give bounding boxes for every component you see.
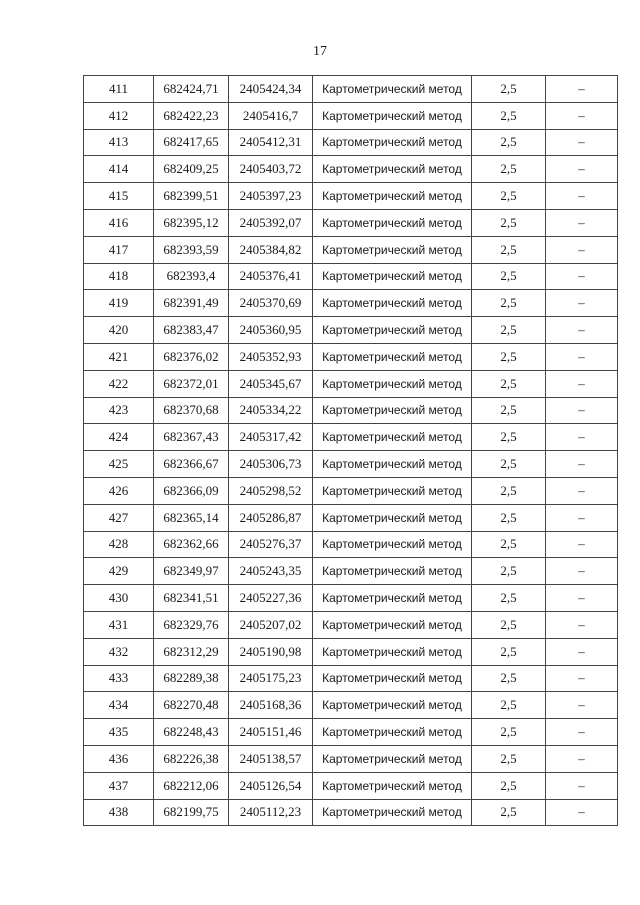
accuracy-cell: 2,5 bbox=[472, 424, 546, 451]
description-cell: – bbox=[546, 102, 618, 129]
x-coordinate-cell: 682289,38 bbox=[154, 665, 229, 692]
description-cell: – bbox=[546, 745, 618, 772]
y-coordinate-cell: 2405360,95 bbox=[229, 317, 313, 344]
y-coordinate-cell: 2405376,41 bbox=[229, 263, 313, 290]
description-cell: – bbox=[546, 611, 618, 638]
table-row bbox=[84, 343, 618, 370]
table-row bbox=[84, 156, 618, 183]
description-cell: – bbox=[546, 156, 618, 183]
table-row bbox=[84, 451, 618, 478]
point-number-cell: 427 bbox=[84, 504, 154, 531]
point-number-cell: 411 bbox=[84, 76, 154, 103]
table-row bbox=[84, 424, 618, 451]
point-number-cell: 413 bbox=[84, 129, 154, 156]
y-coordinate-cell: 2405286,87 bbox=[229, 504, 313, 531]
description-cell: – bbox=[546, 799, 618, 826]
point-number-cell: 412 bbox=[84, 102, 154, 129]
description-cell: – bbox=[546, 343, 618, 370]
description-cell: – bbox=[546, 531, 618, 558]
point-number-cell: 435 bbox=[84, 719, 154, 746]
method-cell: Картометрический метод bbox=[313, 102, 472, 129]
table-row bbox=[84, 799, 618, 826]
x-coordinate-cell: 682422,23 bbox=[154, 102, 229, 129]
accuracy-cell: 2,5 bbox=[472, 558, 546, 585]
accuracy-cell: 2,5 bbox=[472, 317, 546, 344]
x-coordinate-cell: 682329,76 bbox=[154, 611, 229, 638]
y-coordinate-cell: 2405151,46 bbox=[229, 719, 313, 746]
page-number: 17 bbox=[313, 44, 327, 59]
description-cell: – bbox=[546, 585, 618, 612]
method-cell: Картометрический метод bbox=[313, 585, 472, 612]
method-cell: Картометрический метод bbox=[313, 370, 472, 397]
coordinates-table bbox=[83, 75, 618, 826]
accuracy-cell: 2,5 bbox=[472, 719, 546, 746]
point-number-cell: 425 bbox=[84, 451, 154, 478]
accuracy-cell: 2,5 bbox=[472, 585, 546, 612]
method-cell: Картометрический метод bbox=[313, 558, 472, 585]
x-coordinate-cell: 682370,68 bbox=[154, 397, 229, 424]
y-coordinate-cell: 2405392,07 bbox=[229, 209, 313, 236]
method-cell: Картометрический метод bbox=[313, 236, 472, 263]
method-cell: Картометрический метод bbox=[313, 531, 472, 558]
y-coordinate-cell: 2405168,36 bbox=[229, 692, 313, 719]
description-cell: – bbox=[546, 558, 618, 585]
table-row bbox=[84, 558, 618, 585]
x-coordinate-cell: 682270,48 bbox=[154, 692, 229, 719]
point-number-cell: 421 bbox=[84, 343, 154, 370]
table-row bbox=[84, 477, 618, 504]
table-row bbox=[84, 129, 618, 156]
x-coordinate-cell: 682383,47 bbox=[154, 317, 229, 344]
x-coordinate-cell: 682199,75 bbox=[154, 799, 229, 826]
y-coordinate-cell: 2405424,34 bbox=[229, 76, 313, 103]
y-coordinate-cell: 2405112,23 bbox=[229, 799, 313, 826]
method-cell: Картометрический метод bbox=[313, 424, 472, 451]
accuracy-cell: 2,5 bbox=[472, 263, 546, 290]
method-cell: Картометрический метод bbox=[313, 263, 472, 290]
y-coordinate-cell: 2405138,57 bbox=[229, 745, 313, 772]
point-number-cell: 417 bbox=[84, 236, 154, 263]
method-cell: Картометрический метод bbox=[313, 129, 472, 156]
x-coordinate-cell: 682393,4 bbox=[154, 263, 229, 290]
description-cell: – bbox=[546, 397, 618, 424]
y-coordinate-cell: 2405207,02 bbox=[229, 611, 313, 638]
description-cell: – bbox=[546, 638, 618, 665]
x-coordinate-cell: 682391,49 bbox=[154, 290, 229, 317]
point-number-cell: 437 bbox=[84, 772, 154, 799]
x-coordinate-cell: 682367,43 bbox=[154, 424, 229, 451]
table-row bbox=[84, 745, 618, 772]
x-coordinate-cell: 682395,12 bbox=[154, 209, 229, 236]
description-cell: – bbox=[546, 451, 618, 478]
method-cell: Картометрический метод bbox=[313, 504, 472, 531]
table-row bbox=[84, 317, 618, 344]
point-number-cell: 436 bbox=[84, 745, 154, 772]
y-coordinate-cell: 2405317,42 bbox=[229, 424, 313, 451]
point-number-cell: 422 bbox=[84, 370, 154, 397]
method-cell: Картометрический метод bbox=[313, 477, 472, 504]
description-cell: – bbox=[546, 317, 618, 344]
y-coordinate-cell: 2405298,52 bbox=[229, 477, 313, 504]
x-coordinate-cell: 682341,51 bbox=[154, 585, 229, 612]
table-row bbox=[84, 504, 618, 531]
accuracy-cell: 2,5 bbox=[472, 397, 546, 424]
table-row bbox=[84, 183, 618, 210]
accuracy-cell: 2,5 bbox=[472, 102, 546, 129]
y-coordinate-cell: 2405227,36 bbox=[229, 585, 313, 612]
y-coordinate-cell: 2405352,93 bbox=[229, 343, 313, 370]
accuracy-cell: 2,5 bbox=[472, 745, 546, 772]
description-cell: – bbox=[546, 209, 618, 236]
x-coordinate-cell: 682366,09 bbox=[154, 477, 229, 504]
method-cell: Картометрический метод bbox=[313, 665, 472, 692]
point-number-cell: 419 bbox=[84, 290, 154, 317]
accuracy-cell: 2,5 bbox=[472, 638, 546, 665]
accuracy-cell: 2,5 bbox=[472, 209, 546, 236]
accuracy-cell: 2,5 bbox=[472, 772, 546, 799]
point-number-cell: 433 bbox=[84, 665, 154, 692]
y-coordinate-cell: 2405175,23 bbox=[229, 665, 313, 692]
table-row bbox=[84, 772, 618, 799]
description-cell: – bbox=[546, 76, 618, 103]
x-coordinate-cell: 682372,01 bbox=[154, 370, 229, 397]
point-number-cell: 430 bbox=[84, 585, 154, 612]
accuracy-cell: 2,5 bbox=[472, 665, 546, 692]
point-number-cell: 426 bbox=[84, 477, 154, 504]
description-cell: – bbox=[546, 236, 618, 263]
y-coordinate-cell: 2405384,82 bbox=[229, 236, 313, 263]
table-row bbox=[84, 638, 618, 665]
method-cell: Картометрический метод bbox=[313, 209, 472, 236]
point-number-cell: 414 bbox=[84, 156, 154, 183]
method-cell: Картометрический метод bbox=[313, 156, 472, 183]
point-number-cell: 416 bbox=[84, 209, 154, 236]
table-row bbox=[84, 585, 618, 612]
accuracy-cell: 2,5 bbox=[472, 236, 546, 263]
point-number-cell: 431 bbox=[84, 611, 154, 638]
point-number-cell: 423 bbox=[84, 397, 154, 424]
x-coordinate-cell: 682248,43 bbox=[154, 719, 229, 746]
description-cell: – bbox=[546, 772, 618, 799]
description-cell: – bbox=[546, 129, 618, 156]
description-cell: – bbox=[546, 183, 618, 210]
accuracy-cell: 2,5 bbox=[472, 370, 546, 397]
table-row bbox=[84, 397, 618, 424]
point-number-cell: 438 bbox=[84, 799, 154, 826]
accuracy-cell: 2,5 bbox=[472, 504, 546, 531]
description-cell: – bbox=[546, 692, 618, 719]
description-cell: – bbox=[546, 477, 618, 504]
point-number-cell: 415 bbox=[84, 183, 154, 210]
table-row bbox=[84, 290, 618, 317]
x-coordinate-cell: 682417,65 bbox=[154, 129, 229, 156]
x-coordinate-cell: 682212,06 bbox=[154, 772, 229, 799]
table-body bbox=[84, 76, 618, 826]
point-number-cell: 428 bbox=[84, 531, 154, 558]
table-row bbox=[84, 209, 618, 236]
y-coordinate-cell: 2405243,35 bbox=[229, 558, 313, 585]
x-coordinate-cell: 682424,71 bbox=[154, 76, 229, 103]
method-cell: Картометрический метод bbox=[313, 638, 472, 665]
point-number-cell: 432 bbox=[84, 638, 154, 665]
x-coordinate-cell: 682365,14 bbox=[154, 504, 229, 531]
method-cell: Картометрический метод bbox=[313, 317, 472, 344]
description-cell: – bbox=[546, 290, 618, 317]
table-row bbox=[84, 102, 618, 129]
table-row bbox=[84, 719, 618, 746]
method-cell: Картометрический метод bbox=[313, 343, 472, 370]
x-coordinate-cell: 682376,02 bbox=[154, 343, 229, 370]
y-coordinate-cell: 2405190,98 bbox=[229, 638, 313, 665]
accuracy-cell: 2,5 bbox=[472, 343, 546, 370]
y-coordinate-cell: 2405276,37 bbox=[229, 531, 313, 558]
y-coordinate-cell: 2405334,22 bbox=[229, 397, 313, 424]
accuracy-cell: 2,5 bbox=[472, 129, 546, 156]
accuracy-cell: 2,5 bbox=[472, 290, 546, 317]
description-cell: – bbox=[546, 263, 618, 290]
x-coordinate-cell: 682226,38 bbox=[154, 745, 229, 772]
table-row bbox=[84, 531, 618, 558]
method-cell: Картометрический метод bbox=[313, 76, 472, 103]
method-cell: Картометрический метод bbox=[313, 692, 472, 719]
x-coordinate-cell: 682399,51 bbox=[154, 183, 229, 210]
accuracy-cell: 2,5 bbox=[472, 76, 546, 103]
x-coordinate-cell: 682349,97 bbox=[154, 558, 229, 585]
table-row bbox=[84, 76, 618, 103]
accuracy-cell: 2,5 bbox=[472, 692, 546, 719]
description-cell: – bbox=[546, 370, 618, 397]
method-cell: Картометрический метод bbox=[313, 799, 472, 826]
method-cell: Картометрический метод bbox=[313, 397, 472, 424]
y-coordinate-cell: 2405397,23 bbox=[229, 183, 313, 210]
method-cell: Картометрический метод bbox=[313, 719, 472, 746]
accuracy-cell: 2,5 bbox=[472, 183, 546, 210]
accuracy-cell: 2,5 bbox=[472, 799, 546, 826]
y-coordinate-cell: 2405412,31 bbox=[229, 129, 313, 156]
description-cell: – bbox=[546, 719, 618, 746]
table-row bbox=[84, 665, 618, 692]
y-coordinate-cell: 2405370,69 bbox=[229, 290, 313, 317]
point-number-cell: 420 bbox=[84, 317, 154, 344]
method-cell: Картометрический метод bbox=[313, 451, 472, 478]
accuracy-cell: 2,5 bbox=[472, 156, 546, 183]
accuracy-cell: 2,5 bbox=[472, 611, 546, 638]
x-coordinate-cell: 682393,59 bbox=[154, 236, 229, 263]
point-number-cell: 429 bbox=[84, 558, 154, 585]
accuracy-cell: 2,5 bbox=[472, 531, 546, 558]
point-number-cell: 434 bbox=[84, 692, 154, 719]
method-cell: Картометрический метод bbox=[313, 290, 472, 317]
method-cell: Картометрический метод bbox=[313, 745, 472, 772]
table-row bbox=[84, 611, 618, 638]
accuracy-cell: 2,5 bbox=[472, 477, 546, 504]
table-row bbox=[84, 236, 618, 263]
y-coordinate-cell: 2405345,67 bbox=[229, 370, 313, 397]
method-cell: Картометрический метод bbox=[313, 183, 472, 210]
point-number-cell: 424 bbox=[84, 424, 154, 451]
y-coordinate-cell: 2405306,73 bbox=[229, 451, 313, 478]
table-row bbox=[84, 263, 618, 290]
x-coordinate-cell: 682366,67 bbox=[154, 451, 229, 478]
x-coordinate-cell: 682409,25 bbox=[154, 156, 229, 183]
table-row bbox=[84, 370, 618, 397]
description-cell: – bbox=[546, 504, 618, 531]
y-coordinate-cell: 2405126,54 bbox=[229, 772, 313, 799]
x-coordinate-cell: 682312,29 bbox=[154, 638, 229, 665]
point-number-cell: 418 bbox=[84, 263, 154, 290]
y-coordinate-cell: 2405416,7 bbox=[229, 102, 313, 129]
method-cell: Картометрический метод bbox=[313, 611, 472, 638]
y-coordinate-cell: 2405403,72 bbox=[229, 156, 313, 183]
description-cell: – bbox=[546, 665, 618, 692]
x-coordinate-cell: 682362,66 bbox=[154, 531, 229, 558]
method-cell: Картометрический метод bbox=[313, 772, 472, 799]
description-cell: – bbox=[546, 424, 618, 451]
accuracy-cell: 2,5 bbox=[472, 451, 546, 478]
table-row bbox=[84, 692, 618, 719]
